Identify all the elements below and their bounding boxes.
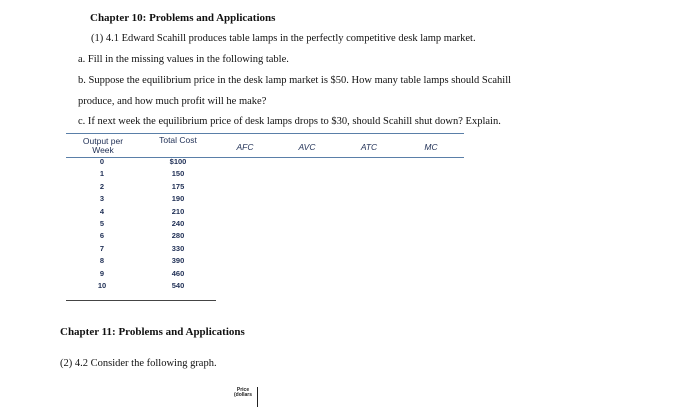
table-cell-total-cost: 390 xyxy=(171,256,185,266)
chapter-11-title: Chapter 11: Problems and Applications xyxy=(60,326,245,338)
question-part-b-line2: produce, and how much profit will he make? xyxy=(78,96,267,107)
table-cell-output: 5 xyxy=(99,219,105,228)
table-bottom-rule xyxy=(66,300,216,301)
table-cell-total-cost: 460 xyxy=(171,268,185,278)
question-part-a: a. Fill in the missing values in the following table. xyxy=(78,54,289,65)
table-cell-output: 0 xyxy=(99,157,105,166)
chapter-10-title: Chapter 10: Problems and Applications xyxy=(90,12,276,24)
table-cell-total-cost: 280 xyxy=(171,231,185,241)
graph-y-axis-label: Price (dollars xyxy=(233,387,253,398)
header-avc: AVC xyxy=(298,142,316,152)
header-atc: ATC xyxy=(360,142,378,152)
table-cell-output: 6 xyxy=(99,231,105,241)
table-cell-output: 2 xyxy=(99,181,105,191)
table-cell-total-cost: $100 xyxy=(169,157,187,166)
table-cell-total-cost: 190 xyxy=(171,194,185,204)
table-cell-total-cost: 175 xyxy=(171,181,185,191)
table-cell-output: 7 xyxy=(99,243,105,253)
graph-y-axis xyxy=(257,387,258,407)
table-top-rule xyxy=(66,133,464,134)
table-cell-output: 1 xyxy=(99,169,105,179)
question-part-b-line1: b. Suppose the equilibrium price in the desk lamp market is $50. How many table lamps should Scahill xyxy=(78,75,512,86)
question-4-1: (1) 4.1 Edward Scahill produces table lamps in the perfectly competitive desk lamp market. xyxy=(91,33,476,44)
table-cell-output: 8 xyxy=(99,256,105,266)
header-total-cost: Total Cost xyxy=(159,135,197,145)
table-cell-total-cost: 240 xyxy=(171,219,185,228)
table-cell-output: 9 xyxy=(99,268,105,278)
header-output-per-week: Output per Week xyxy=(82,136,124,155)
table-cell-total-cost: 210 xyxy=(171,206,185,216)
table-cell-total-cost: 540 xyxy=(171,281,185,290)
header-mc: MC xyxy=(424,142,438,152)
question-4-2: (2) 4.2 Consider the following graph. xyxy=(60,358,217,369)
table-cell-output: 4 xyxy=(99,206,105,216)
table-cell-output: 10 xyxy=(97,281,107,290)
question-part-c: c. If next week the equilibrium price of desk lamps drops to $30, should Scahill shut down? Explain. xyxy=(78,116,501,127)
table-cell-total-cost: 330 xyxy=(171,243,185,253)
header-afc: AFC xyxy=(236,142,254,152)
cost-table xyxy=(66,133,464,301)
table-cell-output: 3 xyxy=(99,194,105,204)
table-cell-total-cost: 150 xyxy=(171,169,185,179)
table-header-rule xyxy=(66,157,464,158)
